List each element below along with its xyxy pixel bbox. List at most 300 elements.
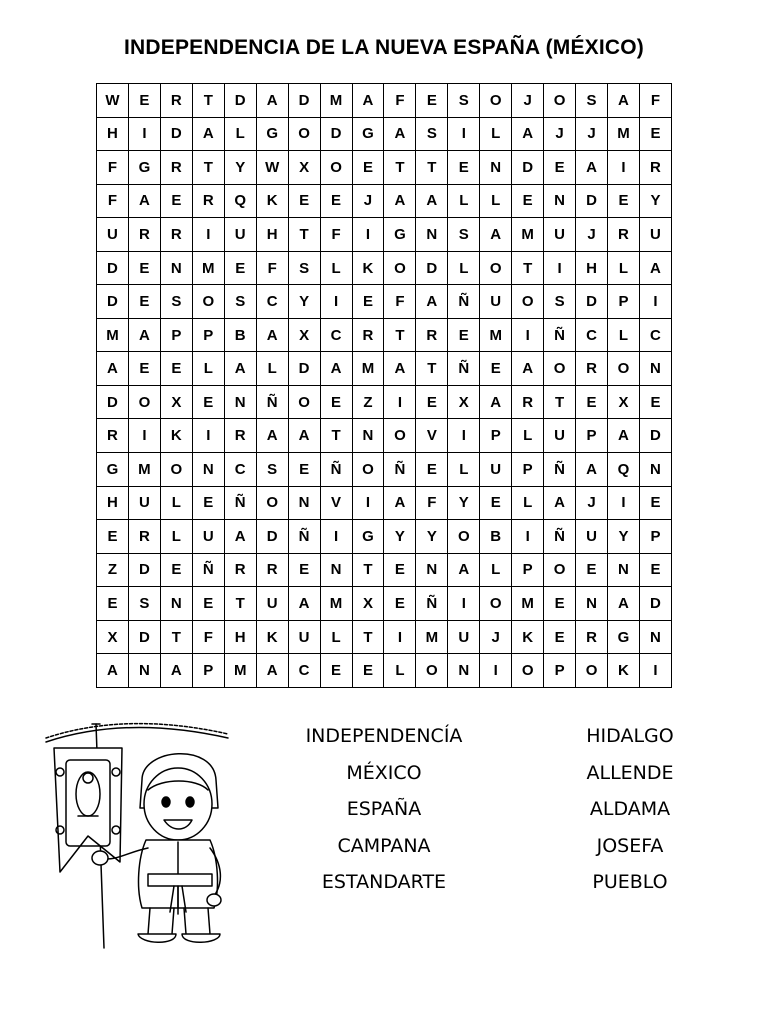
grid-cell: E bbox=[639, 486, 671, 520]
grid-cell: R bbox=[639, 151, 671, 185]
grid-cell: U bbox=[97, 218, 129, 252]
grid-cell: F bbox=[639, 84, 671, 118]
grid-cell: R bbox=[160, 151, 192, 185]
grid-cell: R bbox=[160, 84, 192, 118]
grid-cell: N bbox=[544, 184, 576, 218]
grid-cell: M bbox=[128, 453, 160, 487]
grid-cell: A bbox=[160, 654, 192, 688]
grid-cell: T bbox=[384, 318, 416, 352]
grid-cell: E bbox=[160, 553, 192, 587]
grid-row bbox=[97, 285, 672, 319]
grid-cell: B bbox=[480, 520, 512, 554]
grid-row bbox=[97, 419, 672, 453]
grid-cell: D bbox=[97, 285, 129, 319]
grid-cell: R bbox=[576, 352, 608, 386]
grid-cell: V bbox=[320, 486, 352, 520]
grid-cell: M bbox=[320, 587, 352, 621]
grid-cell: I bbox=[448, 117, 480, 151]
grid-cell: U bbox=[128, 486, 160, 520]
grid-cell: I bbox=[352, 218, 384, 252]
grid-cell: O bbox=[416, 654, 448, 688]
grid-cell: T bbox=[224, 587, 256, 621]
grid-cell: E bbox=[544, 151, 576, 185]
grid-cell: X bbox=[97, 620, 129, 654]
grid-cell: O bbox=[448, 520, 480, 554]
grid-cell: I bbox=[608, 151, 640, 185]
grid-cell: E bbox=[224, 251, 256, 285]
grid-cell: S bbox=[576, 84, 608, 118]
grid-cell: Y bbox=[224, 151, 256, 185]
grid-cell: E bbox=[544, 587, 576, 621]
grid-cell: A bbox=[608, 587, 640, 621]
grid-cell: P bbox=[160, 318, 192, 352]
grid-row bbox=[97, 553, 672, 587]
grid-cell: E bbox=[192, 385, 224, 419]
grid-cell: P bbox=[512, 453, 544, 487]
grid-cell: C bbox=[256, 285, 288, 319]
grid-cell: A bbox=[416, 184, 448, 218]
grid-cell: E bbox=[639, 117, 671, 151]
grid-cell: G bbox=[97, 453, 129, 487]
grid-cell: E bbox=[416, 385, 448, 419]
word-list-item: ALLENDE bbox=[586, 761, 674, 784]
grid-row bbox=[97, 654, 672, 688]
grid-cell: I bbox=[512, 318, 544, 352]
grid-cell: F bbox=[384, 285, 416, 319]
grid-cell: M bbox=[352, 352, 384, 386]
grid-cell: P bbox=[480, 419, 512, 453]
grid-cell: L bbox=[512, 419, 544, 453]
grid-cell: G bbox=[384, 218, 416, 252]
grid-cell: O bbox=[128, 385, 160, 419]
grid-cell: E bbox=[608, 184, 640, 218]
grid-cell: T bbox=[544, 385, 576, 419]
grid-cell: G bbox=[256, 117, 288, 151]
grid-cell: E bbox=[128, 251, 160, 285]
grid-cell: E bbox=[639, 385, 671, 419]
grid-cell: N bbox=[639, 620, 671, 654]
grid-cell: L bbox=[608, 318, 640, 352]
grid-cell: R bbox=[576, 620, 608, 654]
grid-cell: A bbox=[352, 84, 384, 118]
grid-cell: C bbox=[576, 318, 608, 352]
grid-cell: Ñ bbox=[320, 453, 352, 487]
grid-cell: K bbox=[608, 654, 640, 688]
grid-cell: X bbox=[288, 151, 320, 185]
grid-cell: U bbox=[288, 620, 320, 654]
grid-cell: E bbox=[320, 654, 352, 688]
grid-cell: F bbox=[192, 620, 224, 654]
grid-row bbox=[97, 453, 672, 487]
grid-cell: T bbox=[352, 553, 384, 587]
grid-cell: R bbox=[256, 553, 288, 587]
grid-cell: T bbox=[288, 218, 320, 252]
grid-cell: O bbox=[576, 654, 608, 688]
grid-cell: E bbox=[576, 553, 608, 587]
grid-cell: T bbox=[160, 620, 192, 654]
grid-cell: P bbox=[192, 318, 224, 352]
grid-cell: D bbox=[160, 117, 192, 151]
grid-cell: I bbox=[128, 419, 160, 453]
grid-cell: O bbox=[384, 251, 416, 285]
grid-cell: A bbox=[192, 117, 224, 151]
grid-cell: Ñ bbox=[448, 285, 480, 319]
grid-cell: K bbox=[256, 620, 288, 654]
grid-cell: E bbox=[97, 520, 129, 554]
grid-cell: N bbox=[639, 352, 671, 386]
word-list-item: ESPAÑA bbox=[346, 798, 422, 820]
grid-cell: F bbox=[97, 151, 129, 185]
grid-cell: F bbox=[320, 218, 352, 252]
grid-cell: D bbox=[288, 352, 320, 386]
grid-cell: S bbox=[256, 453, 288, 487]
grid-cell: U bbox=[256, 587, 288, 621]
grid-cell: M bbox=[320, 84, 352, 118]
grid-cell: M bbox=[512, 587, 544, 621]
grid-cell: T bbox=[512, 251, 544, 285]
grid-cell: L bbox=[160, 486, 192, 520]
grid-row bbox=[97, 218, 672, 252]
grid-cell: K bbox=[512, 620, 544, 654]
grid-cell: Ñ bbox=[224, 486, 256, 520]
grid-cell: L bbox=[512, 486, 544, 520]
grid-cell: J bbox=[576, 117, 608, 151]
grid-cell: Ñ bbox=[416, 587, 448, 621]
grid-cell: A bbox=[224, 520, 256, 554]
grid-cell: O bbox=[480, 251, 512, 285]
grid-cell: A bbox=[384, 352, 416, 386]
grid-cell: Y bbox=[639, 184, 671, 218]
word-list-item: HIDALGO bbox=[586, 725, 674, 747]
grid-cell: I bbox=[320, 285, 352, 319]
grid-cell: M bbox=[97, 318, 129, 352]
grid-cell: U bbox=[480, 285, 512, 319]
grid-cell: S bbox=[160, 285, 192, 319]
grid-cell: E bbox=[192, 486, 224, 520]
grid-cell: C bbox=[320, 318, 352, 352]
grid-cell: I bbox=[192, 218, 224, 252]
grid-cell: I bbox=[128, 117, 160, 151]
grid-cell: A bbox=[480, 218, 512, 252]
grid-cell: R bbox=[416, 318, 448, 352]
grid-cell: T bbox=[192, 151, 224, 185]
grid-cell: D bbox=[97, 385, 129, 419]
grid-cell: U bbox=[192, 520, 224, 554]
word-list-right bbox=[530, 718, 730, 901]
grid-row bbox=[97, 385, 672, 419]
grid-cell: O bbox=[192, 285, 224, 319]
grid-cell: H bbox=[256, 218, 288, 252]
grid-cell: G bbox=[128, 151, 160, 185]
grid-cell: M bbox=[224, 654, 256, 688]
grid-cell: R bbox=[128, 218, 160, 252]
grid-cell: Ñ bbox=[256, 385, 288, 419]
grid-cell: O bbox=[480, 587, 512, 621]
word-list-left bbox=[268, 718, 500, 901]
grid-cell: H bbox=[97, 117, 129, 151]
grid-cell: X bbox=[608, 385, 640, 419]
grid-cell: I bbox=[544, 251, 576, 285]
grid-cell: A bbox=[288, 587, 320, 621]
grid-cell: D bbox=[639, 587, 671, 621]
grid-cell: O bbox=[480, 84, 512, 118]
grid-cell: N bbox=[288, 486, 320, 520]
grid-cell: S bbox=[544, 285, 576, 319]
grid-cell: N bbox=[639, 453, 671, 487]
grid-cell: C bbox=[639, 318, 671, 352]
grid-cell: E bbox=[288, 453, 320, 487]
grid-cell: U bbox=[544, 419, 576, 453]
grid-cell: A bbox=[576, 151, 608, 185]
grid-cell: E bbox=[128, 352, 160, 386]
grid-cell: F bbox=[97, 184, 129, 218]
grid-cell: Ñ bbox=[544, 520, 576, 554]
grid-cell: Ñ bbox=[192, 553, 224, 587]
grid-cell: A bbox=[256, 654, 288, 688]
grid-cell: L bbox=[320, 251, 352, 285]
grid-cell: A bbox=[128, 184, 160, 218]
grid-cell: I bbox=[639, 654, 671, 688]
grid-cell: A bbox=[576, 453, 608, 487]
grid-cell: Z bbox=[352, 385, 384, 419]
grid-cell: G bbox=[352, 117, 384, 151]
grid-cell: N bbox=[224, 385, 256, 419]
grid-cell: W bbox=[97, 84, 129, 118]
grid-cell: I bbox=[608, 486, 640, 520]
grid-cell: E bbox=[160, 352, 192, 386]
grid-cell: L bbox=[480, 184, 512, 218]
grid-cell: D bbox=[320, 117, 352, 151]
grid-cell: B bbox=[224, 318, 256, 352]
grid-cell: D bbox=[576, 285, 608, 319]
grid-cell: L bbox=[480, 553, 512, 587]
word-list-item: INDEPENDENCÍA bbox=[305, 725, 463, 747]
grid-cell: D bbox=[256, 520, 288, 554]
grid-cell: P bbox=[544, 654, 576, 688]
grid-cell: A bbox=[384, 117, 416, 151]
grid-cell: I bbox=[448, 419, 480, 453]
grid-row bbox=[97, 151, 672, 185]
grid-cell: R bbox=[512, 385, 544, 419]
grid-cell: E bbox=[320, 184, 352, 218]
grid-cell: O bbox=[288, 385, 320, 419]
grid-cell: U bbox=[544, 218, 576, 252]
grid-cell: Y bbox=[288, 285, 320, 319]
grid-cell: I bbox=[512, 520, 544, 554]
grid-cell: I bbox=[384, 620, 416, 654]
grid-cell: Ñ bbox=[448, 352, 480, 386]
grid-cell: Ñ bbox=[384, 453, 416, 487]
grid-cell: E bbox=[512, 184, 544, 218]
grid-cell: E bbox=[160, 184, 192, 218]
grid-cell: F bbox=[384, 84, 416, 118]
grid-cell: N bbox=[160, 251, 192, 285]
grid-cell: H bbox=[224, 620, 256, 654]
word-list-item: PUEBLO bbox=[592, 871, 668, 893]
grid-cell: R bbox=[608, 218, 640, 252]
grid-cell: H bbox=[97, 486, 129, 520]
grid-cell: F bbox=[416, 486, 448, 520]
grid-cell: N bbox=[128, 654, 160, 688]
grid-row bbox=[97, 251, 672, 285]
grid-cell: E bbox=[448, 151, 480, 185]
grid-cell: N bbox=[320, 553, 352, 587]
grid-cell: E bbox=[576, 385, 608, 419]
grid-cell: Y bbox=[384, 520, 416, 554]
grid-cell: D bbox=[576, 184, 608, 218]
grid-cell: C bbox=[224, 453, 256, 487]
grid-cell: L bbox=[224, 117, 256, 151]
grid-row bbox=[97, 318, 672, 352]
grid-cell: J bbox=[352, 184, 384, 218]
grid-cell: V bbox=[416, 419, 448, 453]
grid-row bbox=[97, 486, 672, 520]
grid-cell: Y bbox=[608, 520, 640, 554]
grid-cell: S bbox=[448, 218, 480, 252]
grid-cell: N bbox=[416, 553, 448, 587]
grid-cell: L bbox=[448, 251, 480, 285]
grid-cell: O bbox=[544, 84, 576, 118]
grid-row bbox=[97, 520, 672, 554]
grid-cell: Q bbox=[224, 184, 256, 218]
grid-cell: N bbox=[608, 553, 640, 587]
grid-cell: H bbox=[576, 251, 608, 285]
grid-cell: A bbox=[256, 84, 288, 118]
grid-cell: N bbox=[192, 453, 224, 487]
grid-cell: R bbox=[224, 553, 256, 587]
grid-cell: E bbox=[352, 654, 384, 688]
grid-cell: P bbox=[512, 553, 544, 587]
grid-cell: R bbox=[160, 218, 192, 252]
word-list-item: ESTANDARTE bbox=[321, 871, 447, 893]
grid-cell: A bbox=[97, 352, 129, 386]
grid-cell: E bbox=[352, 151, 384, 185]
grid-cell: J bbox=[544, 117, 576, 151]
grid-cell: A bbox=[320, 352, 352, 386]
grid-cell: D bbox=[416, 251, 448, 285]
grid-cell: O bbox=[608, 352, 640, 386]
grid-cell: A bbox=[384, 184, 416, 218]
grid-cell: A bbox=[480, 385, 512, 419]
grid-cell: D bbox=[639, 419, 671, 453]
grid-cell: Ñ bbox=[544, 453, 576, 487]
grid-cell: I bbox=[639, 285, 671, 319]
grid-cell: E bbox=[384, 553, 416, 587]
grid-cell: I bbox=[448, 587, 480, 621]
grid-cell: F bbox=[256, 251, 288, 285]
grid-cell: A bbox=[448, 553, 480, 587]
grid-cell: T bbox=[384, 151, 416, 185]
grid-cell: E bbox=[480, 352, 512, 386]
grid-cell: L bbox=[256, 352, 288, 386]
grid-cell: T bbox=[416, 151, 448, 185]
page-title: INDEPENDENCIA DE LA NUEVA ESPAÑA (MÉXICO) bbox=[123, 36, 644, 59]
grid-cell: Ñ bbox=[288, 520, 320, 554]
grid-cell: Y bbox=[416, 520, 448, 554]
grid-cell: A bbox=[416, 285, 448, 319]
grid-cell: U bbox=[576, 520, 608, 554]
word-list-item: MÉXICO bbox=[346, 761, 422, 784]
grid-cell: E bbox=[544, 620, 576, 654]
grid-row bbox=[97, 587, 672, 621]
grid-cell: J bbox=[576, 486, 608, 520]
grid-cell: L bbox=[448, 184, 480, 218]
grid-cell: I bbox=[480, 654, 512, 688]
grid-cell: L bbox=[480, 117, 512, 151]
grid-cell: X bbox=[160, 385, 192, 419]
grid-cell: A bbox=[639, 251, 671, 285]
grid-cell: O bbox=[512, 285, 544, 319]
grid-cell: T bbox=[192, 84, 224, 118]
grid-cell: E bbox=[128, 285, 160, 319]
grid-cell: N bbox=[480, 151, 512, 185]
word-list-item: ALDAMA bbox=[589, 798, 671, 820]
grid-cell: I bbox=[192, 419, 224, 453]
grid-cell: G bbox=[608, 620, 640, 654]
grid-cell: O bbox=[544, 352, 576, 386]
grid-cell: M bbox=[480, 318, 512, 352]
grid-cell: A bbox=[256, 419, 288, 453]
grid-cell: L bbox=[608, 251, 640, 285]
grid-cell: J bbox=[480, 620, 512, 654]
grid-cell: P bbox=[608, 285, 640, 319]
grid-cell: O bbox=[352, 453, 384, 487]
grid-cell: O bbox=[256, 486, 288, 520]
grid-cell: O bbox=[160, 453, 192, 487]
grid-cell: I bbox=[352, 486, 384, 520]
grid-cell: J bbox=[512, 84, 544, 118]
grid-cell: L bbox=[160, 520, 192, 554]
grid-cell: O bbox=[288, 117, 320, 151]
grid-cell: N bbox=[448, 654, 480, 688]
grid-cell: A bbox=[256, 318, 288, 352]
grid-cell: R bbox=[128, 520, 160, 554]
grid-cell: G bbox=[352, 520, 384, 554]
grid-cell: J bbox=[576, 218, 608, 252]
grid-cell: P bbox=[639, 520, 671, 554]
grid-cell: L bbox=[384, 654, 416, 688]
grid-cell: U bbox=[224, 218, 256, 252]
grid-cell: S bbox=[128, 587, 160, 621]
grid-cell: R bbox=[97, 419, 129, 453]
grid-cell: O bbox=[384, 419, 416, 453]
grid-cell: N bbox=[352, 419, 384, 453]
grid-cell: E bbox=[320, 385, 352, 419]
grid-cell: R bbox=[192, 184, 224, 218]
grid-cell: K bbox=[256, 184, 288, 218]
grid-cell: U bbox=[480, 453, 512, 487]
grid-cell: N bbox=[576, 587, 608, 621]
grid-cell: A bbox=[224, 352, 256, 386]
grid-cell: N bbox=[416, 218, 448, 252]
grid-cell: S bbox=[416, 117, 448, 151]
grid-cell: T bbox=[320, 419, 352, 453]
grid-cell: X bbox=[288, 318, 320, 352]
grid-cell: M bbox=[416, 620, 448, 654]
grid-row bbox=[97, 117, 672, 151]
grid-cell: A bbox=[97, 654, 129, 688]
grid-cell: D bbox=[128, 553, 160, 587]
grid-cell: O bbox=[544, 553, 576, 587]
boy-with-banner-illustration bbox=[38, 712, 238, 962]
grid-cell: E bbox=[288, 184, 320, 218]
grid-cell: U bbox=[639, 218, 671, 252]
grid-cell: A bbox=[288, 419, 320, 453]
grid-cell: E bbox=[639, 553, 671, 587]
grid-cell: D bbox=[128, 620, 160, 654]
grid-cell: K bbox=[352, 251, 384, 285]
grid-cell: D bbox=[288, 84, 320, 118]
